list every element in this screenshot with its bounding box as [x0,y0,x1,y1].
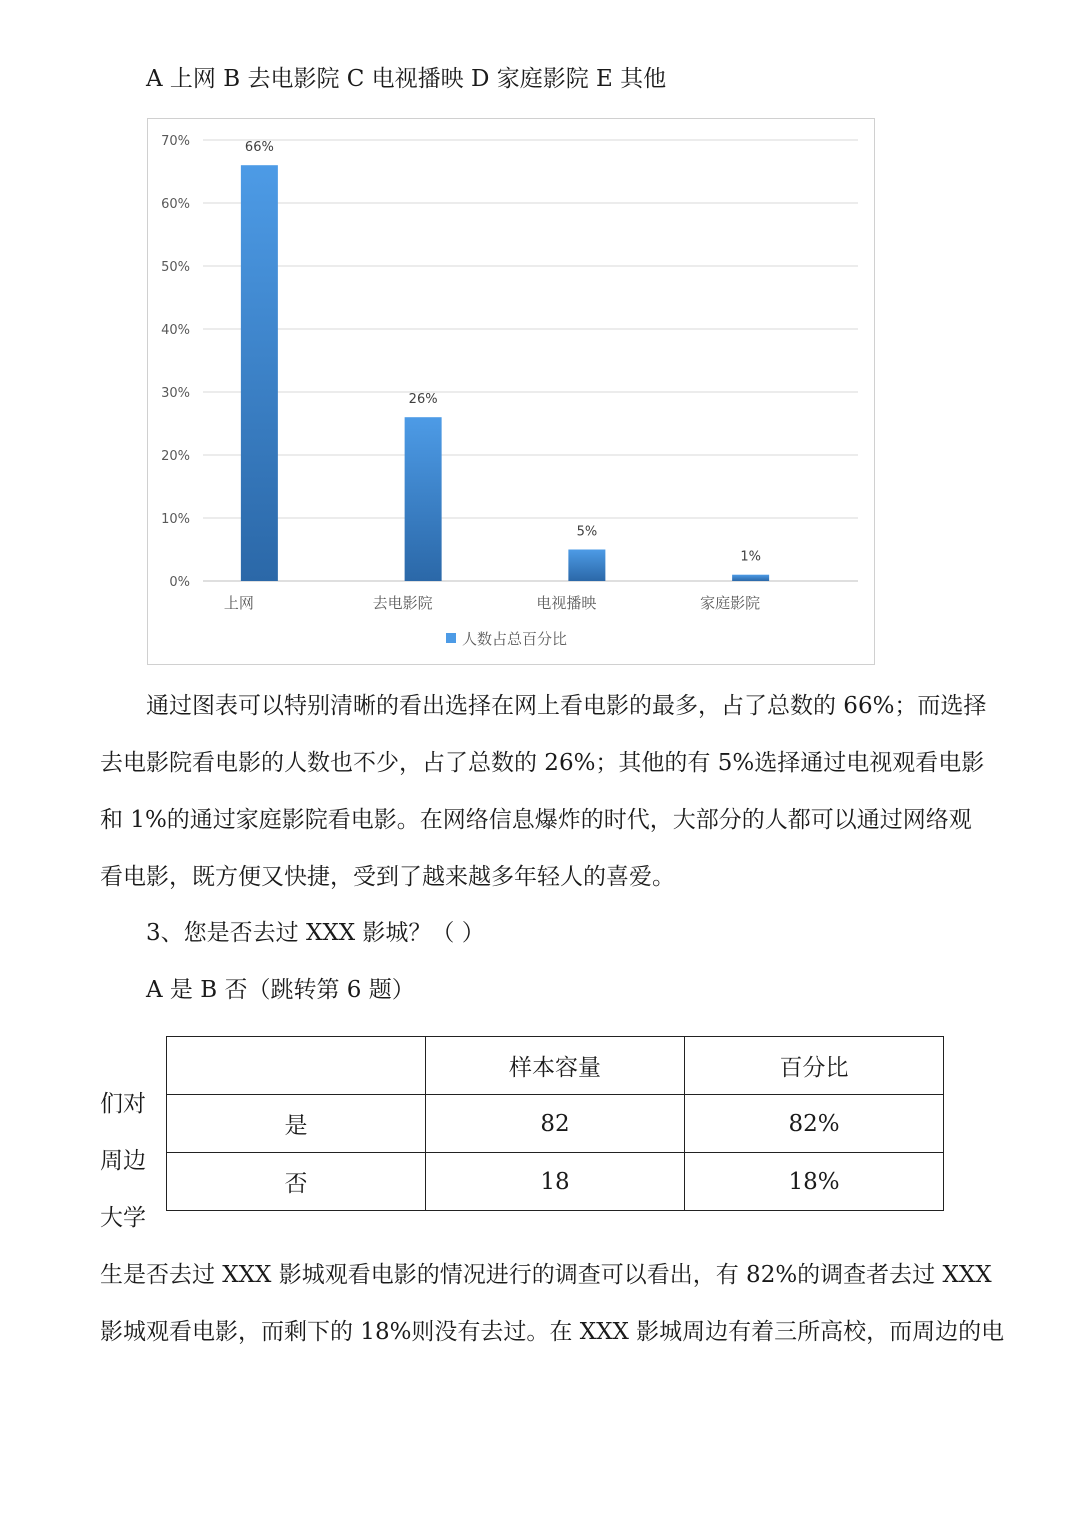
paragraph-line: 通过图表可以特别清晰的看出选择在网上看电影的最多，占了总数的 66%；而选择 [146,693,987,719]
bar [568,550,605,582]
x-tick-label: 上网 [223,594,254,612]
sample-table [166,1036,944,1211]
side-text-2: 周边 [100,1148,146,1174]
legend-label: 人数占总百分比 [462,630,568,648]
data-label: 66% [244,140,274,156]
table-header-cell [167,1037,426,1095]
table-cell: 82 [426,1095,685,1153]
data-label: 5% [576,524,598,540]
options-line: A 上网 B 去电影院 C 电视播映 D 家庭影院 E 其他 [146,66,667,92]
y-tick-label: 0% [169,575,190,590]
table-header-cell: 百分比 [685,1037,944,1095]
table-header-row [167,1037,944,1095]
side-text-3: 大学 [100,1205,146,1231]
paragraph-line: 看电影，既方便又快捷，受到了越来越多年轻人的喜爱。 [100,864,675,890]
side-text-1: 们对 [100,1091,146,1117]
bar [405,417,442,581]
question-3: 3、您是否去过 XXX 影城？（ ） [146,920,485,946]
table-header-cell: 样本容量 [426,1037,685,1095]
table-cell: 18 [426,1153,685,1211]
table-cell: 是 [167,1095,426,1153]
x-tick-label: 电视播映 [536,594,597,612]
y-tick-label: 30% [161,386,190,401]
paragraph-line: 和 1%的通过家庭影院看电影。在网络信息爆炸的时代，大部分的人都可以通过网络观 [100,807,972,833]
bar [241,165,278,581]
y-tick-label: 10% [161,512,190,527]
table-cell: 18% [685,1153,944,1211]
table-row [167,1095,944,1153]
data-label: 1% [740,549,761,565]
y-tick-label: 50% [161,260,190,275]
y-tick-label: 60% [161,197,190,212]
question-3-options: A 是 B 否（跳转第 6 题） [146,977,415,1003]
table-cell: 82% [685,1095,944,1153]
y-tick-label: 40% [161,323,190,338]
x-tick-label: 家庭影院 [700,594,761,612]
chart-canvas [148,119,876,666]
bar [732,575,769,581]
paragraph-line: 生是否去过 XXX 影城观看电影的情况进行的调查可以看出，有 82%的调查者去过 XXX [100,1262,992,1288]
y-tick-label: 20% [161,449,190,464]
paragraph-line: 去电影院看电影的人数也不少，占了总数的 26%；其他的有 5%选择通过电视观看电影 [100,750,985,776]
data-label: 26% [408,392,438,408]
y-tick-label: 70% [161,134,190,149]
table-row [167,1153,944,1211]
bar-chart [147,118,875,665]
table-cell: 否 [167,1153,426,1211]
paragraph-line: 影城观看电影，而剩下的 18%则没有去过。在 XXX 影城周边有着三所高校，而周边的电 [100,1319,1005,1345]
x-tick-label: 去电影院 [372,594,433,612]
legend-swatch [446,633,456,643]
